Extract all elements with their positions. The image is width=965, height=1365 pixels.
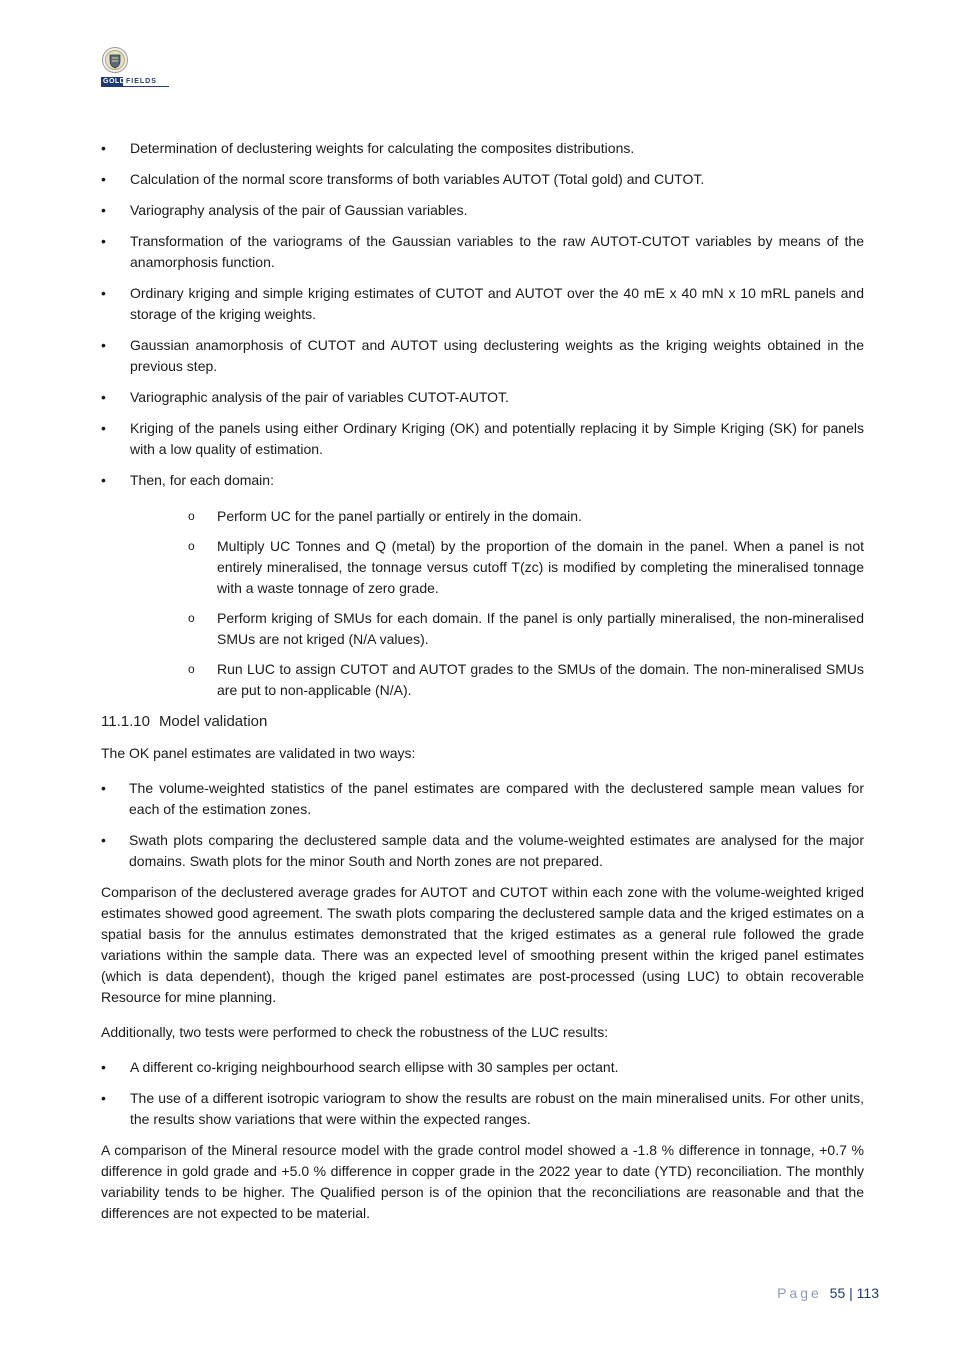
list-item-domain-steps (101, 470, 864, 701)
logo-text-gold: GOLD (103, 78, 126, 85)
domain-substeps-list (130, 506, 864, 701)
list-item: • Transformation of the variograms of the Gaussian variables to the raw AUTOT-CUTOT variables by means of the anamorphosis function. (101, 231, 864, 273)
page-total: 113 (856, 1285, 879, 1301)
list-item: • Variographic analysis of the pair of variables CUTOT-AUTOT. (101, 387, 864, 408)
list-item: • Calculation of the normal score transforms of both variables AUTOT (Total gold) and CUTOT. (101, 169, 864, 190)
list-item: • Variography analysis of the pair of Gaussian variables. (101, 200, 864, 221)
section-heading (101, 711, 864, 732)
page-label: Page (777, 1285, 822, 1301)
list-item: • Determination of declustering weights for calculating the composites distributions. (101, 138, 864, 159)
list-item: • Swath plots comparing the declustered sample data and the volume-weighted estimates are analysed for the major domains. Swath plots for the minor South and North zones are not prepared. (101, 830, 864, 872)
list-item: • Ordinary kriging and simple kriging estimates of CUTOT and AUTOT over the 40 mE x 40 mN x 10 mRL panels and storage of the kriging weights. (101, 283, 864, 325)
list-item: • A different co-kriging neighbourhood search ellipse with 30 samples per octant. (101, 1057, 864, 1078)
validation-methods-list (101, 778, 864, 872)
list-item: • Kriging of the panels using either Ordinary Kriging (OK) and potentially replacing it by Simple Kriging (SK) for panels with a low quality of estimation. (101, 418, 864, 460)
sub-list-item: o Run LUC to assign CUTOT and AUTOT grades to the SMUs of the domain. The non-mineralised SMUs are put to non-applicable (N/A). (130, 659, 864, 701)
page-separator: | (849, 1285, 853, 1301)
list-item-text: Then, for each domain: (130, 472, 274, 488)
page-current: 55 (829, 1285, 846, 1301)
company-logo (101, 46, 169, 88)
sub-list-item: o Perform kriging of SMUs for each domain. If the panel is only partially mineralised, the non-mineralised SMUs are not kriged (N/A values). (130, 608, 864, 650)
list-item: • The volume-weighted statistics of the panel estimates are compared with the declustered sample mean values for each of the estimation zones. (101, 778, 864, 820)
list-item: • The use of a different isotropic variogram to show the results are robust on the main mineralised units. For other units, the results show variations that were within the expected ranges. (101, 1088, 864, 1130)
list-item: • Gaussian anamorphosis of CUTOT and AUTOT using declustering weights as the kriging weights obtained in the previous step. (101, 335, 864, 377)
method-steps-list (101, 138, 864, 701)
section-title: Model validation (158, 713, 268, 730)
logo-text-fields: FIELDS (126, 78, 157, 85)
reconciliation-paragraph: A comparison of the Mineral resource model with the grade control model showed a -1.8 % difference in tonnage, +0.7 % difference in gold grade and +5.0 % difference in copper grade in the 2022 year to date (YTD) reconciliation. The monthly variability tends to be higher. The Qualified person is of the opinion that the reconciliations are reasonable and that the differences are not expected to be material. (101, 1142, 864, 1221)
sub-list-item: o Multiply UC Tonnes and Q (metal) by the proportion of the domain in the panel. When a panel is not entirely mineralised, the tonnage versus cutoff T(zc) is modified by completing the mineralised tonnage with a waste tonnage of zero grade. (130, 536, 864, 599)
robustness-tests-list (101, 1057, 864, 1130)
comparison-paragraph: Comparison of the declustered average grades for AUTOT and CUTOT within each zone with the volume-weighted kriged estimates showed good agreement. The swath plots comparing the declustered sample data and the kriged estimates on a spatial basis for the annulus estimates demonstrated that the kriged estimates as a general rule followed the grade variations within the sample data. There was an expected level of smoothing present within the kriged panel estimates (which is data dependent), though the kriged panel estimates are post-processed (using LUC) to obtain recoverable Resource for mine planning. (101, 884, 864, 1005)
sub-list-item: o Perform UC for the panel partially or entirely in the domain. (130, 506, 864, 527)
validation-intro: The OK panel estimates are validated in two ways: (101, 745, 416, 761)
page-content (101, 138, 864, 1236)
page-footer (777, 1285, 879, 1301)
robustness-intro: Additionally, two tests were performed to check the robustness of the LUC results: (101, 1024, 609, 1040)
section-number: 11.1.10 (101, 713, 150, 730)
